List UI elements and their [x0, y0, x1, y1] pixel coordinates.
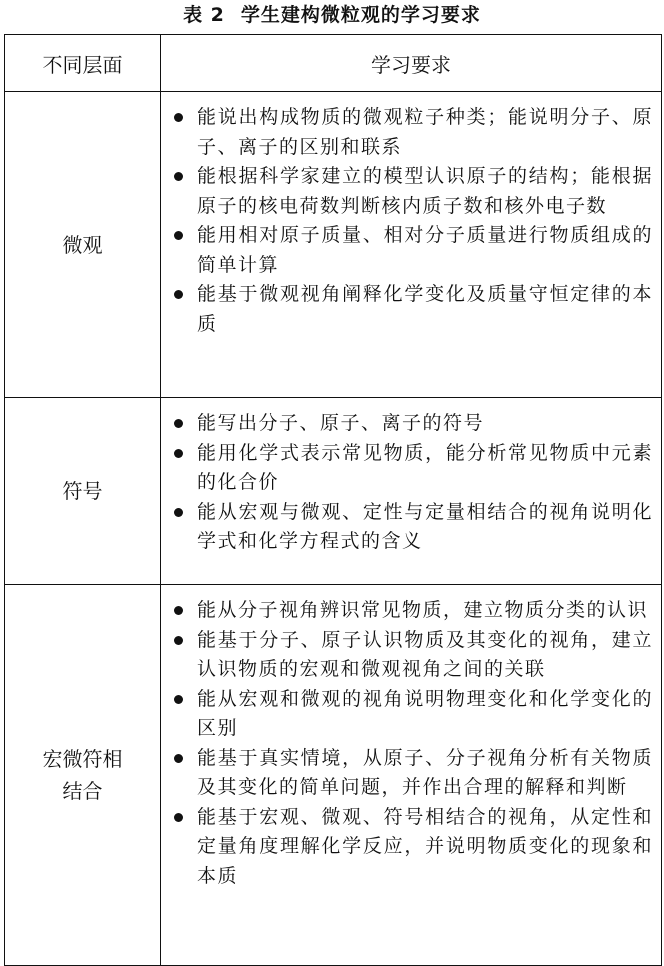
list-item	[171, 103, 653, 162]
requirement-text: 能写出分子、原子、离子的符号	[197, 412, 485, 434]
requirement-text: 能基于微观视角阐释化学变化及质量守恒定律的本质	[197, 283, 653, 335]
bullet-dot-icon	[174, 290, 183, 299]
list-item	[171, 803, 653, 892]
level-cell	[5, 398, 161, 585]
header-requirements: 学习要求	[161, 35, 662, 92]
requirement-list	[171, 596, 653, 891]
bullet-dot-icon	[174, 754, 183, 763]
list-item	[171, 162, 653, 221]
table-row	[5, 585, 662, 966]
requirement-text: 能从宏观与微观、定性与定量相结合的视角说明化学式和化学方程式的含义	[197, 500, 653, 552]
bullet-dot-icon	[174, 695, 183, 704]
bullet-dot-icon	[174, 449, 183, 458]
list-item	[171, 685, 653, 744]
requirement-list	[171, 409, 653, 557]
requirement-text: 能从宏观和微观的视角说明物理变化和化学变化的区别	[197, 687, 653, 739]
bullet-dot-icon	[174, 508, 183, 517]
bullet-dot-icon	[174, 606, 183, 615]
requirement-text: 能说出构成物质的微观粒子种类；能说明分子、原子、离子的区别和联系	[197, 106, 653, 158]
bullet-dot-icon	[174, 172, 183, 181]
list-item	[171, 744, 653, 803]
list-item	[171, 626, 653, 685]
table-row	[5, 92, 662, 398]
requirement-text: 能用化学式表示常见物质，能分析常见物质中元素的化合价	[197, 441, 653, 493]
requirements-table	[4, 34, 662, 966]
table-number: 表 2	[183, 4, 225, 26]
list-item	[171, 221, 653, 280]
requirement-text: 能基于分子、原子认识物质及其变化的视角，建立认识物质的宏观和微观视角之间的关联	[197, 628, 653, 680]
list-item	[171, 280, 653, 339]
level-cell	[5, 585, 161, 966]
requirements-cell	[161, 398, 662, 585]
requirement-text: 能用相对原子质量、相对分子质量进行物质组成的简单计算	[197, 224, 653, 276]
bullet-dot-icon	[174, 113, 183, 122]
level-label: 宏微符相结合	[42, 747, 123, 803]
requirements-cell	[161, 92, 662, 398]
list-item	[171, 596, 653, 626]
table-title: 学生建构微粒观的学习要求	[240, 4, 481, 26]
requirement-text: 能基于真实情境，从原子、分子视角分析有关物质及其变化的简单问题，并作出合理的解释和判断	[197, 746, 653, 798]
header-row	[5, 35, 662, 92]
requirement-text: 能根据科学家建立的模型认识原子的结构；能根据原子的核电荷数判断核内质子数和核外电子数	[197, 165, 653, 217]
requirement-text: 能从分子视角辨识常见物质，建立物质分类的认识	[197, 599, 649, 621]
level-cell	[5, 92, 161, 398]
requirement-list	[171, 103, 653, 339]
header-level: 不同层面	[5, 35, 161, 92]
list-item	[171, 409, 653, 439]
bullet-dot-icon	[174, 419, 183, 428]
level-label: 符号	[62, 479, 103, 503]
requirements-cell	[161, 585, 662, 966]
bullet-dot-icon	[174, 813, 183, 822]
table-row	[5, 398, 662, 585]
table-caption	[0, 0, 664, 34]
list-item	[171, 439, 653, 498]
list-item	[171, 498, 653, 557]
bullet-dot-icon	[174, 231, 183, 240]
requirement-text: 能基于宏观、微观、符号相结合的视角，从定性和定量角度理解化学反应，并说明物质变化的现象和本质	[197, 805, 653, 887]
bullet-dot-icon	[174, 636, 183, 645]
level-label: 微观	[62, 232, 103, 257]
